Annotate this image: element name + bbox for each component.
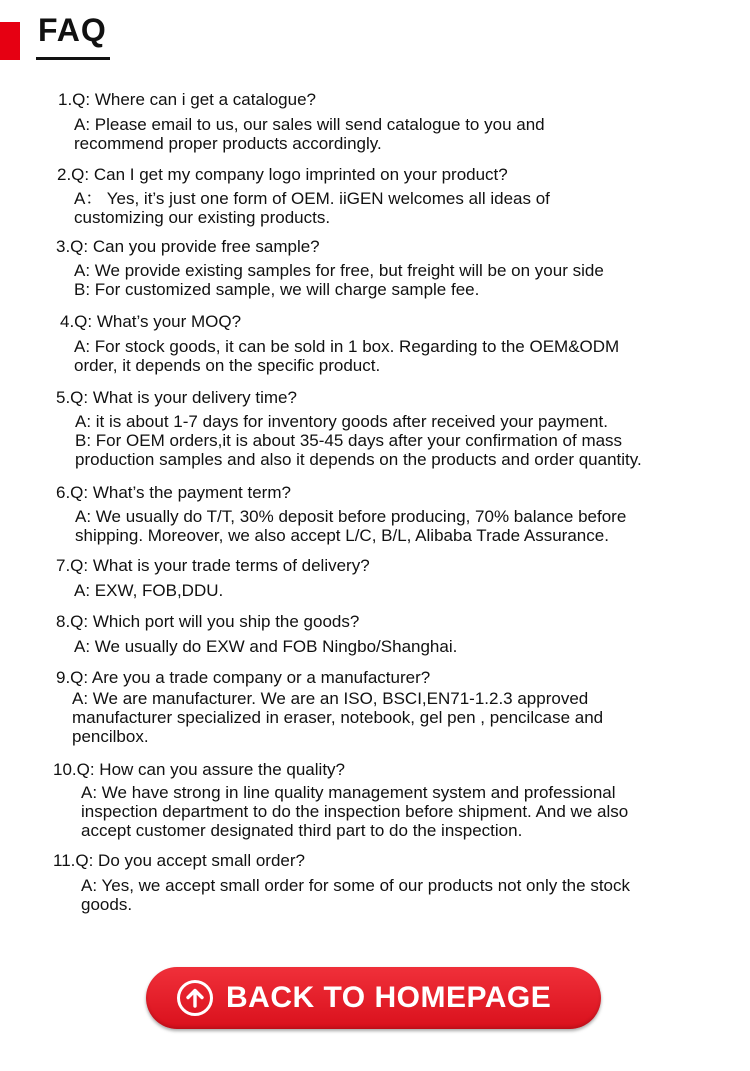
faq-answer-line: A: We are manufacturer. We are an ISO, BSCI,EN71-1.2.3 approved — [72, 689, 589, 708]
arrow-up-circle-icon — [176, 979, 214, 1017]
faq-item-11 — [0, 851, 750, 914]
faq-answer-line: manufacturer specialized in eraser, notebook, gel pen , pencilcase and — [72, 708, 604, 727]
faq-answer-line: A: Yes, we accept small order for some of our products not only the stock — [81, 876, 630, 895]
faq-item-5 — [0, 388, 750, 469]
faq-answer-line: A: We usually do T/T, 30% deposit before producing, 70% balance before — [75, 507, 627, 526]
faq-answer-line: A: We usually do EXW and FOB Ningbo/Shanghai. — [74, 637, 458, 656]
header-accent-bar — [0, 22, 20, 60]
faq-answer-line: A: We have strong in line quality management system and professional — [81, 783, 616, 802]
faq-question: 11.Q: Do you accept small order? — [53, 851, 305, 870]
faq-answer-line: customizing our existing products. — [74, 208, 331, 227]
faq-question: 4.Q: What’s your MOQ? — [60, 312, 242, 331]
faq-item-10 — [0, 760, 750, 840]
faq-answer-line: pencilbox. — [72, 727, 149, 746]
faq-item-8 — [0, 612, 750, 656]
page-title: FAQ — [38, 12, 107, 48]
faq-answer-line: A: For stock goods, it can be sold in 1 box. Regarding to the OEM&ODM — [74, 337, 620, 356]
faq-question: 5.Q: What is your delivery time? — [56, 388, 297, 407]
faq-question: 8.Q: Which port will you ship the goods? — [56, 612, 360, 631]
faq-question: 3.Q: Can you provide free sample? — [56, 237, 320, 256]
faq-item-1 — [0, 90, 750, 153]
back-to-homepage-label: BACK TO HOMEPAGE — [226, 981, 552, 1014]
faq-answer-line: A: We provide existing samples for free, but freight will be on your side — [74, 261, 604, 280]
faq-answer-line: shipping. Moreover, we also accept L/C, B/L, Alibaba Trade Assurance. — [75, 526, 609, 545]
faq-question: 6.Q: What’s the payment term? — [56, 483, 291, 502]
faq-item-2 — [0, 165, 750, 227]
faq-question: 2.Q: Can I get my company logo imprinted on your product? — [57, 165, 508, 184]
faq-item-9 — [0, 668, 750, 746]
faq-item-6 — [0, 483, 750, 545]
faq-answer-line: A: EXW, FOB,DDU. — [74, 581, 224, 600]
faq-answer-line: order, it depends on the specific product. — [74, 356, 381, 375]
faq-item-3 — [0, 237, 750, 299]
faq-item-7 — [0, 556, 750, 600]
faq-answer-line: A： Yes, it’s just one form of OEM. iiGEN welcomes all ideas of — [74, 189, 550, 208]
title-underline — [36, 57, 110, 60]
faq-answer-line: A: Please email to us, our sales will send catalogue to you and — [74, 115, 545, 134]
faq-question: 9.Q: Are you a trade company or a manufacturer? — [56, 668, 431, 687]
faq-question: 1.Q: Where can i get a catalogue? — [58, 90, 316, 109]
faq-question: 7.Q: What is your trade terms of delivery? — [56, 556, 370, 575]
faq-answer-line: recommend proper products accordingly. — [74, 134, 382, 153]
faq-answer-line: inspection department to do the inspection before shipment. And we also — [81, 802, 629, 821]
faq-answer-line: B: For customized sample, we will charge sample fee. — [74, 280, 480, 299]
faq-answer-line: A: it is about 1-7 days for inventory goods after received your payment. — [75, 412, 608, 431]
faq-answer-line: B: For OEM orders,it is about 35-45 days after your confirmation of mass — [75, 431, 623, 450]
faq-answer-line: goods. — [81, 895, 133, 914]
faq-question: 10.Q: How can you assure the quality? — [53, 760, 345, 779]
back-to-homepage-button[interactable] — [146, 967, 601, 1029]
faq-answer-line: accept customer designated third part to do the inspection. — [81, 821, 523, 840]
faq-item-4 — [0, 312, 750, 375]
faq-answer-line: production samples and also it depends on the products and order quantity. — [75, 450, 642, 469]
